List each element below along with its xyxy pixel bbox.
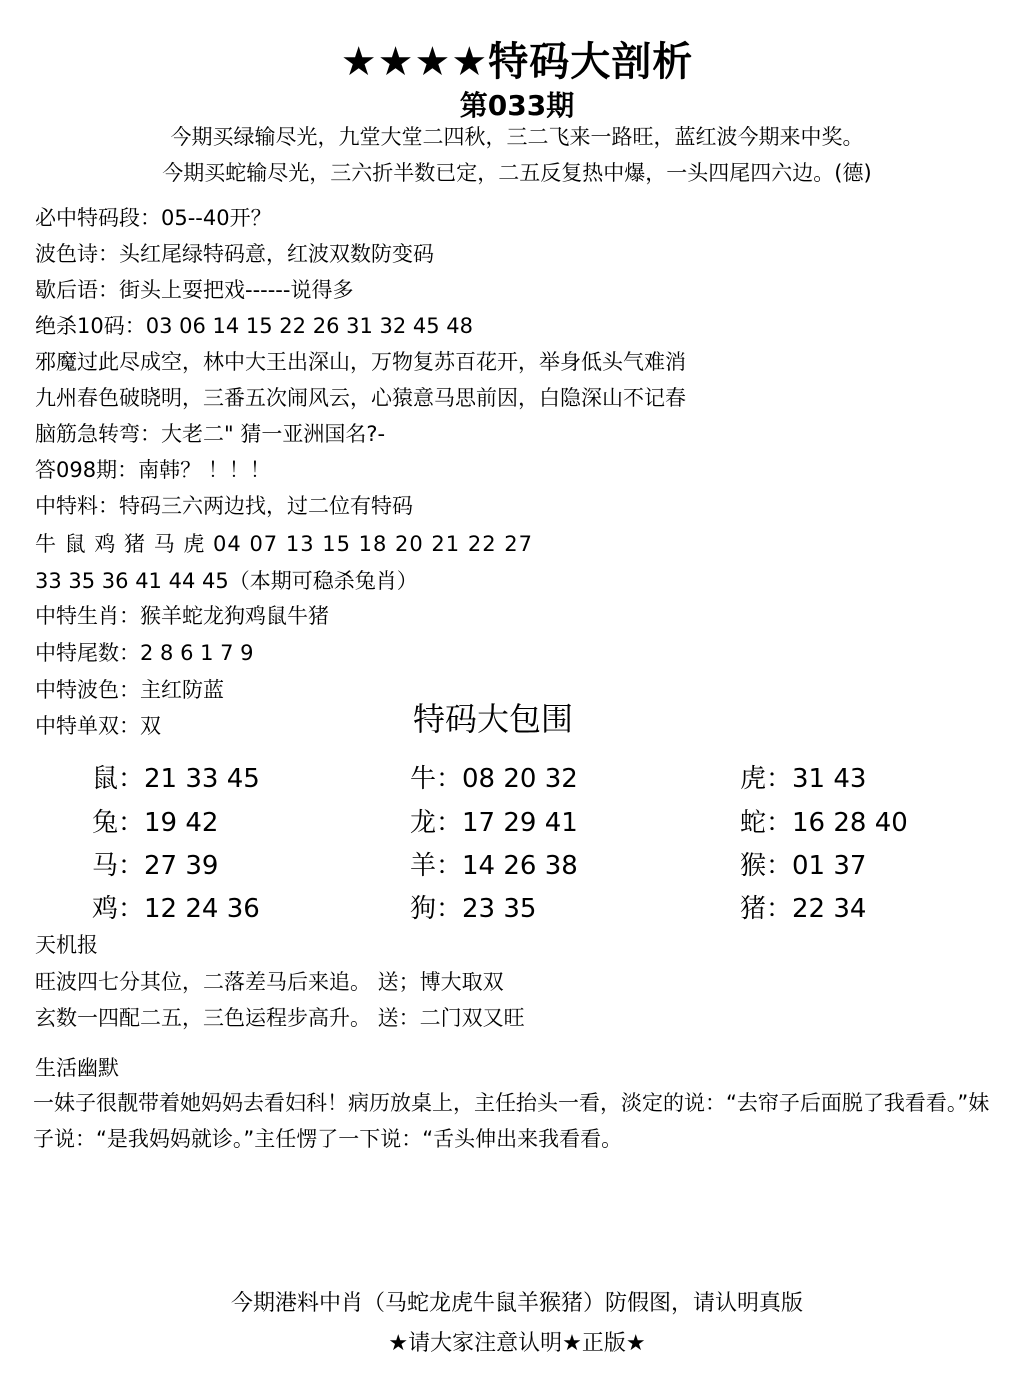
line-riddle: 脑筋急转弯：大老二" 猜一亚洲国名?-	[35, 422, 386, 446]
zodiac-cell: 猴：01 37	[740, 851, 867, 881]
line-kill-ten: 绝杀10码：03 06 14 15 22 26 31 32 45 48	[35, 314, 474, 338]
footer-genuine: ★请大家注意认明★正版★	[388, 1331, 646, 1356]
zodiac-cell: 兔：19 42	[92, 808, 219, 838]
tianji-line-2: 玄数一四配二五，三色运程步高升。 送：二门双又旺	[35, 1006, 525, 1030]
footer-notice: 今期港料中肖（马蛇龙虎牛鼠羊猴猪）防假图，请认明真版	[230, 1291, 803, 1316]
zodiac-cell: 鸡：12 24 36	[92, 894, 260, 924]
issue-number: 第033期	[459, 89, 575, 122]
humor-heading: 生活幽默	[35, 1056, 119, 1080]
line-tail-digits: 中特尾数：2 8 6 1 7 9	[35, 641, 254, 665]
zodiac-cell: 狗：23 35	[410, 894, 537, 924]
line-zodiac-numbers-1: 牛 鼠 鸡 猪 马 虎 04 07 13 15 18 20 21 22 27	[35, 532, 533, 556]
zodiac-cell: 龙：17 29 41	[410, 808, 578, 838]
zodiac-cell: 虎：31 43	[740, 764, 867, 794]
line-riddle-answer: 答098期：南韩？ ！！！	[35, 458, 271, 482]
poem-line-2: 今期买蛇输尽光，三六折半数已定，二五反复热中爆，一头四尾四六边。(德)	[162, 161, 872, 185]
line-zodiacs: 中特生肖：猴羊蛇龙狗鸡鼠牛猪	[35, 604, 329, 628]
zodiac-cell: 鼠：21 33 45	[92, 764, 260, 794]
line-color-poem: 波色诗：头红尾绿特码意，红波双数防变码	[35, 242, 434, 266]
tianji-line-1: 旺波四七分其位，二落差马后来追。 送；博大取双	[35, 970, 504, 994]
zodiac-cell: 牛：08 20 32	[410, 764, 578, 794]
zodiac-cell: 蛇：16 28 40	[740, 808, 908, 838]
page-title: ★★★★特码大剖析	[340, 39, 694, 85]
line-wave-color: 中特波色：主红防蓝	[35, 678, 224, 702]
tianji-heading: 天机报	[35, 933, 98, 957]
line-xiehouyu: 歇后语：街头上耍把戏------说得多	[35, 278, 354, 302]
line-tip: 中特料：特码三六两边找，过二位有特码	[35, 494, 413, 518]
humor-text: 一妹子很靓带着她妈妈去看妇科！病历放桌上，主任抬头一看，淡定的说：“去帘子后面脱了我看看。”妹子说：“是我妈妈就诊。”主任愣了一下说：“舌头伸出来我看看。	[33, 1091, 990, 1151]
section-title: 特码大包围	[413, 700, 574, 738]
zodiac-cell: 猪：22 34	[740, 894, 867, 924]
line-odd-even: 中特单双：双	[35, 714, 161, 738]
line-verse-1: 邪魔过此尽成空，林中大王出深山，万物复苏百花开，举身低头气难消	[35, 350, 686, 374]
line-zodiac-numbers-2: 33 35 36 41 44 45（本期可稳杀兔肖）	[35, 569, 418, 593]
poem-line-1: 今期买绿输尽光，九堂大堂二四秋，三二飞来一路旺，蓝红波今期来中奖。	[170, 125, 864, 149]
line-verse-2: 九州春色破晓明，三番五次闹风云，心猿意马思前因，白隐深山不记春	[35, 386, 686, 410]
zodiac-cell: 马：27 39	[92, 851, 219, 881]
line-special-range: 必中特码段：05--40开？	[35, 206, 272, 230]
zodiac-cell: 羊：14 26 38	[410, 851, 578, 881]
